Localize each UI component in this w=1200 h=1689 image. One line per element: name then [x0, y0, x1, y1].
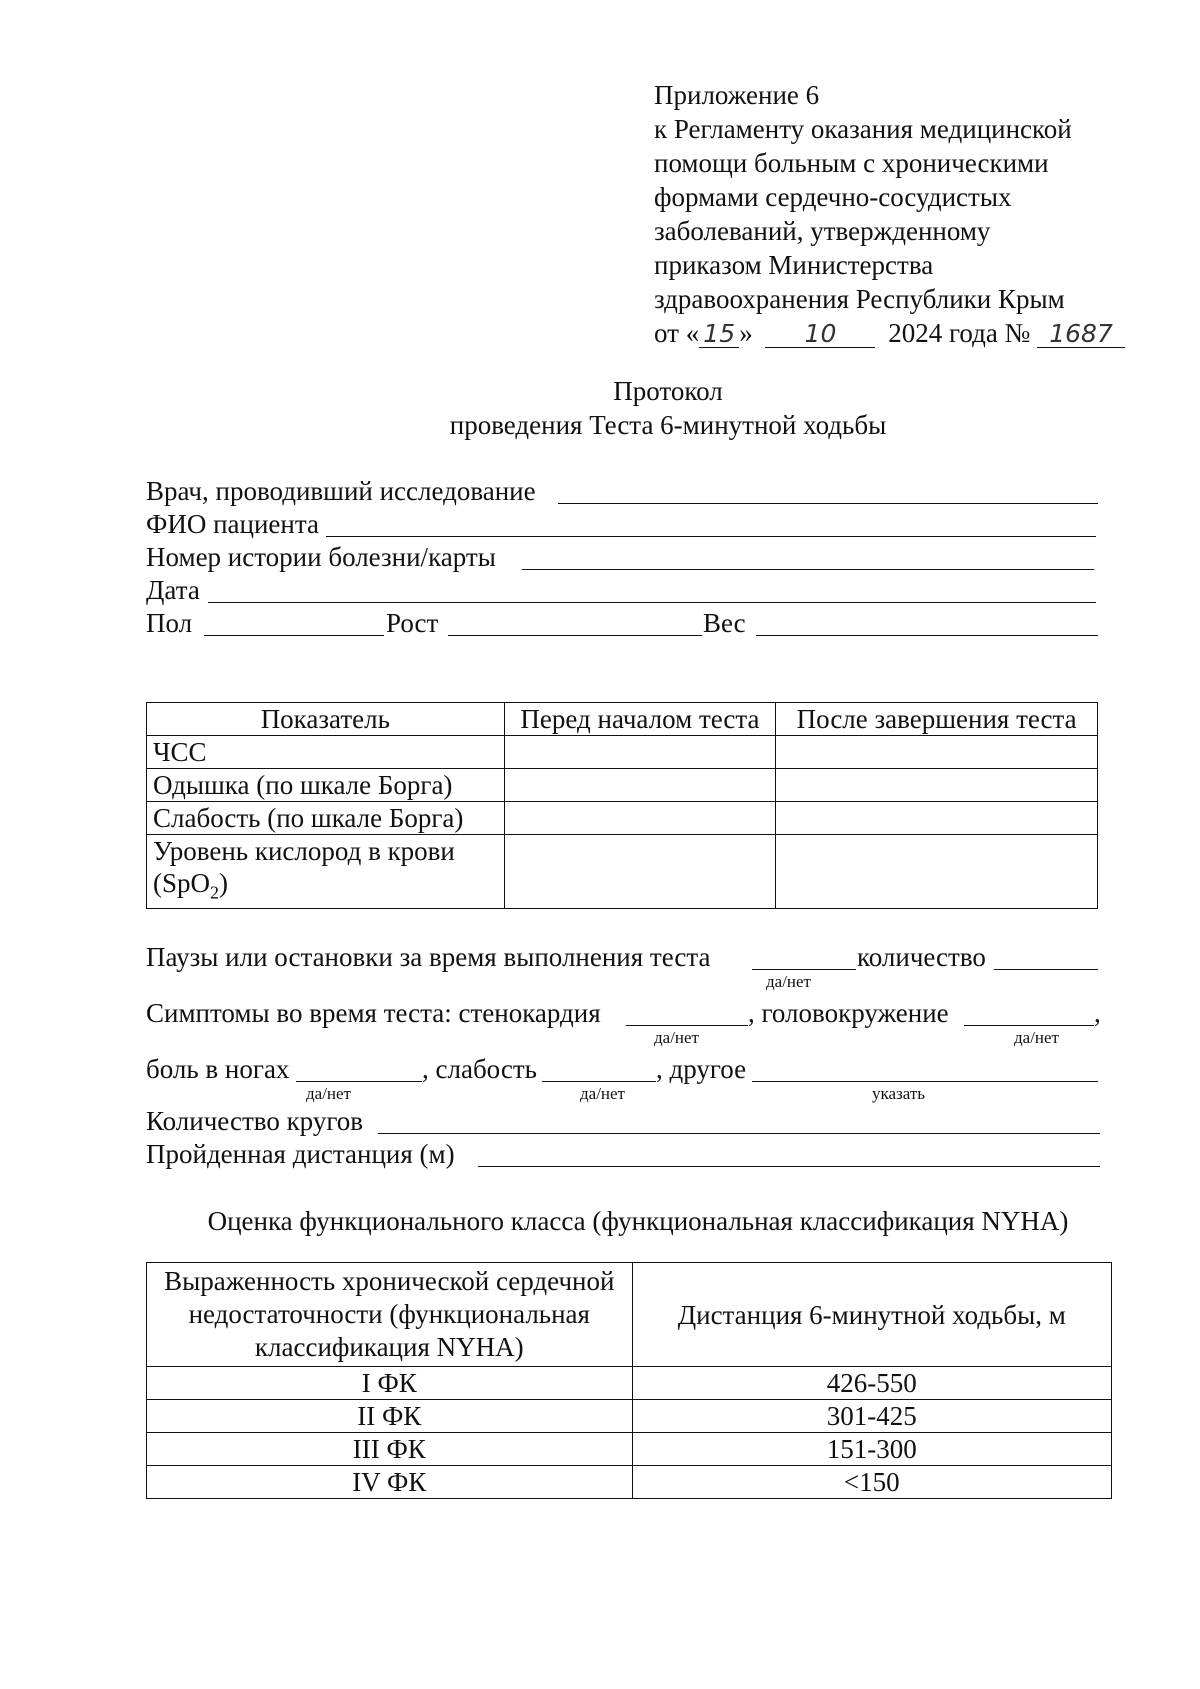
distance-cell: 301-425 [632, 1400, 1111, 1433]
dizziness-input-line[interactable] [964, 1025, 1094, 1026]
header-left-line: классификация NYHA) [254, 1332, 524, 1362]
protocol-title [0, 374, 1200, 442]
table-header-row [147, 1263, 1112, 1367]
distance-cell: 151-300 [632, 1433, 1111, 1466]
pauses-input-line[interactable] [752, 969, 856, 970]
nyha-header-left [147, 1263, 633, 1367]
angina-input-line[interactable] [626, 1025, 748, 1026]
column-header: После завершения теста [776, 703, 1098, 736]
nyha-table [146, 1262, 1112, 1499]
height-input-line[interactable] [448, 635, 702, 636]
class-cell: IV ФК [147, 1466, 633, 1499]
table-row [147, 1367, 1112, 1400]
class-cell: III ФК [147, 1433, 633, 1466]
other-input-line[interactable] [752, 1081, 1098, 1082]
oxygen-line-1: Уровень кислород в крови [153, 836, 455, 866]
history-input-line[interactable] [522, 569, 1094, 570]
class-cell: I ФК [147, 1367, 633, 1400]
title-line-2: проведения Теста 6-минутной ходьбы [449, 410, 887, 440]
oxygen-line-2 [153, 867, 498, 908]
distance-cell: 426-550 [632, 1367, 1111, 1400]
header-left-line: недостаточности (функциональная [188, 1299, 590, 1329]
leg-pain-hint: да/нет [306, 1084, 351, 1103]
date-input-line[interactable] [208, 602, 1096, 603]
distance-input-line[interactable] [478, 1166, 1100, 1167]
symptoms-comma: , [1094, 998, 1101, 1028]
oxygen-subscript: 2 [210, 882, 220, 903]
indicators-table [146, 702, 1098, 909]
class-cell: II ФК [147, 1400, 633, 1433]
appendix-line: Приложение 6 [654, 80, 820, 110]
before-cell[interactable] [504, 835, 776, 909]
appendix-line: к Регламенту оказания медицинской [654, 114, 1072, 144]
table-row [147, 1466, 1112, 1499]
count-input-line[interactable] [994, 969, 1098, 970]
patient-label: ФИО пациента [146, 509, 319, 539]
angina-hint: да/нет [654, 1028, 699, 1047]
appendix-line: приказом Министерства [654, 250, 934, 280]
doctor-label: Врач, проводивший исследование [146, 476, 536, 506]
after-cell[interactable] [776, 769, 1098, 802]
indicator-cell: ЧСС [147, 736, 505, 769]
order-date-line [654, 316, 1124, 350]
oxygen-spo: (SpO [153, 868, 211, 898]
after-cell[interactable] [776, 802, 1098, 835]
appendix-line: заболеваний, утвержденному [654, 216, 991, 246]
appendix-line: формами сердечно-сосудистых [654, 182, 1012, 212]
table-header-row [147, 703, 1098, 736]
sex-input-line[interactable] [204, 635, 384, 636]
table-row [147, 802, 1098, 835]
table-row [147, 736, 1098, 769]
pauses-label: Паузы или остановки за время выполнения теста [146, 942, 711, 972]
date-month-handwritten: 10 [765, 319, 875, 348]
indicator-cell: Одышка (по шкале Борга) [147, 769, 505, 802]
leg-pain-label: боль в ногах [146, 1054, 290, 1084]
other-label: , другое [656, 1054, 747, 1084]
before-cell[interactable] [504, 802, 776, 835]
after-cell[interactable] [776, 736, 1098, 769]
assessment-title: Оценка функционального класса (функциональная классификация NYHA) [207, 1206, 1069, 1236]
distance-label: Пройденная дистанция (м) [146, 1139, 455, 1169]
table-row [147, 835, 1098, 909]
date-quote-close: » [739, 318, 753, 348]
table-row [147, 769, 1098, 802]
weakness-input-line[interactable] [542, 1081, 656, 1082]
after-cell[interactable] [776, 835, 1098, 909]
table-row [147, 1400, 1112, 1433]
appendix-header [654, 78, 1124, 350]
nyha-header-right: Дистанция 6-минутной ходьбы, м [632, 1263, 1111, 1367]
date-prefix: от « [654, 318, 700, 348]
header-left-line: Выраженность хронической сердечной [164, 1266, 615, 1296]
column-header: Перед началом теста [504, 703, 776, 736]
leg-pain-input-line[interactable] [296, 1081, 422, 1082]
indicator-cell-oxygen [147, 835, 505, 909]
weight-label: Вес [703, 608, 746, 638]
weakness-hint: да/нет [580, 1084, 625, 1103]
pauses-hint: да/нет [766, 972, 811, 991]
before-cell[interactable] [504, 769, 776, 802]
dizziness-hint: да/нет [1014, 1028, 1059, 1047]
date-day-handwritten: 15 [699, 319, 739, 348]
order-number-handwritten: 1687 [1037, 319, 1125, 348]
weakness-label: , слабость [422, 1054, 537, 1084]
other-hint: указать [872, 1084, 926, 1103]
appendix-line: здравоохранения Республики Крым [654, 284, 1065, 314]
weight-input-line[interactable] [756, 635, 1098, 636]
indicator-cell: Слабость (по шкале Борга) [147, 802, 505, 835]
laps-label: Количество кругов [146, 1106, 363, 1136]
distance-cell: <150 [632, 1466, 1111, 1499]
oxygen-paren: ) [219, 868, 229, 898]
history-label: Номер истории болезни/карты [146, 542, 496, 572]
symptoms-label: Симптомы во время теста: стенокардия [146, 998, 601, 1028]
table-row [147, 1433, 1112, 1466]
height-label: Рост [386, 608, 439, 638]
laps-input-line[interactable] [378, 1133, 1100, 1134]
title-line-1: Протокол [613, 376, 723, 406]
sex-label: Пол [146, 608, 193, 638]
before-cell[interactable] [504, 736, 776, 769]
column-header: Показатель [147, 703, 505, 736]
date-year-text: 2024 года № [888, 318, 1031, 348]
patient-input-line[interactable] [326, 536, 1096, 537]
doctor-input-line[interactable] [558, 503, 1098, 504]
dizziness-label: , головокружение [748, 998, 949, 1028]
count-label: количество [857, 942, 986, 972]
date-label: Дата [146, 575, 200, 605]
appendix-line: помощи больным с хроническими [654, 148, 1049, 178]
